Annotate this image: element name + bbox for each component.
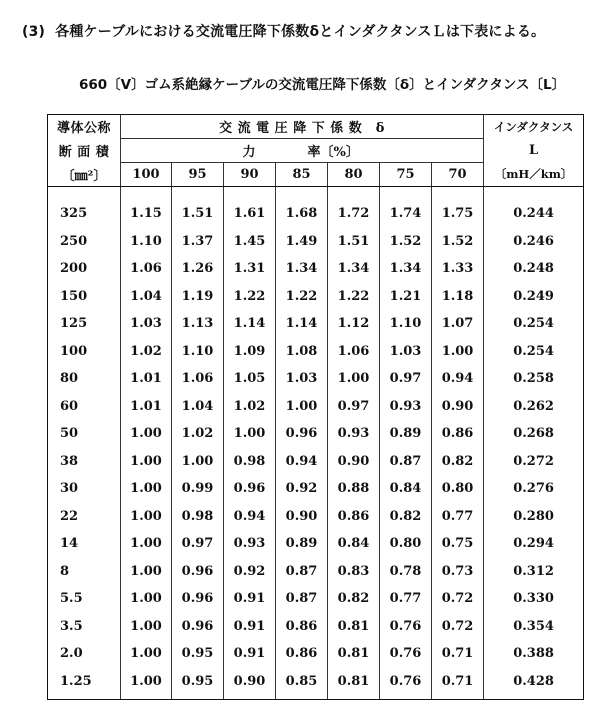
delta-value-cell: 0.92 [224,558,276,586]
header-inductance-symbol: L [484,139,584,163]
table-row [48,255,584,283]
delta-value-cell: 1.00 [121,613,172,641]
inductance-value-cell: 0.354 [484,613,584,641]
delta-value-cell: 0.86 [432,420,484,448]
table-row [48,530,584,558]
delta-value-cell: 1.15 [121,200,172,228]
conductor-size-cell: 125 [48,310,121,338]
delta-value-cell: 0.96 [172,613,224,641]
conductor-size-cell: 1.25 [48,668,121,700]
delta-value-cell: 1.31 [224,255,276,283]
delta-value-cell: 0.87 [276,558,328,586]
table-row [48,640,584,668]
pf-header: 80 [328,163,380,187]
intro-text [22,21,545,41]
delta-value-cell: 1.52 [432,228,484,256]
table-row [48,393,584,421]
delta-value-cell: 0.82 [380,503,432,531]
inductance-value-cell: 0.268 [484,420,584,448]
header-pf-2: 率〔%〕 [276,139,484,163]
delta-value-cell: 0.90 [224,668,276,700]
inductance-value-cell: 0.294 [484,530,584,558]
delta-value-cell: 0.92 [276,475,328,503]
inductance-value-cell: 0.246 [484,228,584,256]
inductance-value-cell: 0.280 [484,503,584,531]
pf-header: 90 [224,163,276,187]
delta-value-cell: 1.00 [121,640,172,668]
delta-value-cell: 0.85 [276,668,328,700]
delta-value-cell: 1.02 [121,338,172,366]
conductor-size-cell: 200 [48,255,121,283]
delta-value-cell: 1.08 [276,338,328,366]
inductance-value-cell: 0.272 [484,448,584,476]
conductor-size-cell: 38 [48,448,121,476]
delta-value-cell: 0.93 [224,530,276,558]
delta-value-cell: 1.02 [172,420,224,448]
delta-value-cell: 1.22 [276,283,328,311]
delta-value-cell: 0.71 [432,640,484,668]
delta-value-cell: 1.10 [380,310,432,338]
inductance-value-cell: 0.330 [484,585,584,613]
table-row [48,310,584,338]
delta-value-cell: 0.72 [432,585,484,613]
delta-value-cell: 0.90 [432,393,484,421]
delta-value-cell: 1.37 [172,228,224,256]
conductor-size-cell: 2.0 [48,640,121,668]
intro-sentence: 各種ケーブルにおける交流電圧降下係数δとインダクタンスＬは下表による。 [55,24,546,40]
delta-value-cell: 1.34 [380,255,432,283]
delta-value-cell: 0.78 [380,558,432,586]
delta-value-cell: 1.51 [328,228,380,256]
delta-value-cell: 1.13 [172,310,224,338]
delta-value-cell: 0.77 [432,503,484,531]
inductance-value-cell: 0.249 [484,283,584,311]
delta-value-cell: 1.19 [172,283,224,311]
inductance-value-cell: 0.244 [484,200,584,228]
delta-value-cell: 1.06 [121,255,172,283]
inductance-value-cell: 0.248 [484,255,584,283]
pf-header: 70 [432,163,484,187]
delta-value-cell: 0.73 [432,558,484,586]
delta-value-cell: 1.01 [121,393,172,421]
delta-value-cell: 1.75 [432,200,484,228]
pf-header: 100 [121,163,172,187]
delta-value-cell: 0.76 [380,640,432,668]
delta-value-cell: 0.87 [276,585,328,613]
delta-value-cell: 0.98 [172,503,224,531]
delta-value-cell: 1.14 [276,310,328,338]
delta-value-cell: 1.04 [121,283,172,311]
delta-value-cell: 0.81 [328,613,380,641]
delta-value-cell: 1.00 [172,448,224,476]
table-row [48,585,584,613]
delta-value-cell: 0.86 [276,640,328,668]
delta-value-cell: 1.74 [380,200,432,228]
inductance-value-cell: 0.312 [484,558,584,586]
inductance-value-cell: 0.388 [484,640,584,668]
delta-value-cell: 0.96 [276,420,328,448]
header-delta-title: 交 流 電 圧 降 下 係 数 δ [121,115,484,139]
delta-value-cell: 0.91 [224,613,276,641]
table-row [48,228,584,256]
delta-value-cell: 1.33 [432,255,484,283]
table-row [48,200,584,228]
delta-value-cell: 0.75 [432,530,484,558]
delta-value-cell: 0.98 [224,448,276,476]
delta-value-cell: 0.94 [432,365,484,393]
table-row [48,613,584,641]
header-inductance-unit: 〔mH／km〕 [484,163,584,187]
delta-value-cell: 1.49 [276,228,328,256]
delta-value-cell: 0.81 [328,640,380,668]
conductor-size-cell: 3.5 [48,613,121,641]
delta-value-cell: 0.72 [432,613,484,641]
delta-value-cell: 0.96 [172,585,224,613]
delta-value-cell: 1.01 [121,365,172,393]
delta-value-cell: 1.07 [432,310,484,338]
delta-value-cell: 1.51 [172,200,224,228]
delta-value-cell: 0.95 [172,668,224,700]
conductor-size-cell: 325 [48,200,121,228]
delta-value-cell: 1.22 [224,283,276,311]
delta-value-cell: 1.22 [328,283,380,311]
conductor-size-cell: 80 [48,365,121,393]
delta-value-cell: 0.82 [328,585,380,613]
conductor-size-cell: 150 [48,283,121,311]
delta-value-cell: 1.26 [172,255,224,283]
delta-value-cell: 0.97 [328,393,380,421]
header-conductor-2: 断 面 積 [48,139,121,163]
delta-value-cell: 1.03 [380,338,432,366]
delta-value-cell: 0.93 [380,393,432,421]
delta-value-cell: 1.06 [172,365,224,393]
delta-value-cell: 0.80 [380,530,432,558]
table-row [48,475,584,503]
delta-value-cell: 0.91 [224,640,276,668]
delta-value-cell: 1.00 [121,503,172,531]
section-number: (3) [22,24,46,40]
delta-value-cell: 1.14 [224,310,276,338]
delta-value-cell: 1.45 [224,228,276,256]
delta-value-cell: 1.61 [224,200,276,228]
conductor-size-cell: 14 [48,530,121,558]
delta-value-cell: 1.12 [328,310,380,338]
delta-value-cell: 1.68 [276,200,328,228]
delta-value-cell: 1.03 [276,365,328,393]
delta-value-cell: 0.90 [276,503,328,531]
delta-value-cell: 1.00 [328,365,380,393]
pf-header: 75 [380,163,432,187]
delta-value-cell: 1.04 [172,393,224,421]
delta-value-cell: 1.06 [328,338,380,366]
delta-value-cell: 0.87 [380,448,432,476]
table-row [48,503,584,531]
header-pf-1: 力 [121,139,276,163]
delta-value-cell: 0.71 [432,668,484,700]
table-row [48,558,584,586]
delta-value-cell: 1.00 [121,420,172,448]
delta-value-cell: 1.10 [172,338,224,366]
delta-value-cell: 0.96 [172,558,224,586]
conductor-size-cell: 60 [48,393,121,421]
table-row [48,338,584,366]
delta-value-cell: 1.00 [121,585,172,613]
delta-value-cell: 1.21 [380,283,432,311]
header-conductor-1: 導体公称 [48,115,121,139]
delta-value-cell: 1.00 [121,475,172,503]
pf-header: 95 [172,163,224,187]
delta-value-cell: 0.88 [328,475,380,503]
inductance-value-cell: 0.254 [484,310,584,338]
delta-value-cell: 0.95 [172,640,224,668]
inductance-value-cell: 0.276 [484,475,584,503]
delta-value-cell: 0.89 [380,420,432,448]
delta-value-cell: 0.83 [328,558,380,586]
inductance-value-cell: 0.254 [484,338,584,366]
conductor-size-cell: 30 [48,475,121,503]
conductor-size-cell: 5.5 [48,585,121,613]
conductor-size-cell: 50 [48,420,121,448]
delta-value-cell: 1.00 [121,668,172,700]
delta-value-cell: 1.18 [432,283,484,311]
delta-value-cell: 1.03 [121,310,172,338]
delta-value-cell: 1.10 [121,228,172,256]
delta-value-cell: 1.00 [121,530,172,558]
conductor-size-cell: 8 [48,558,121,586]
delta-value-cell: 0.94 [276,448,328,476]
delta-value-cell: 1.00 [276,393,328,421]
table-row [48,283,584,311]
pf-header: 85 [276,163,328,187]
delta-value-cell: 0.97 [380,365,432,393]
delta-value-cell: 0.84 [328,530,380,558]
delta-value-cell: 0.76 [380,668,432,700]
voltage-drop-table [47,114,584,700]
table-row [48,420,584,448]
delta-value-cell: 1.00 [432,338,484,366]
conductor-size-cell: 250 [48,228,121,256]
delta-value-cell: 0.81 [328,668,380,700]
conductor-size-cell: 22 [48,503,121,531]
delta-value-cell: 1.52 [380,228,432,256]
delta-value-cell: 1.00 [224,420,276,448]
inductance-value-cell: 0.428 [484,668,584,700]
delta-value-cell: 0.82 [432,448,484,476]
delta-value-cell: 0.91 [224,585,276,613]
table-row [48,448,584,476]
delta-value-cell: 0.99 [172,475,224,503]
delta-value-cell: 0.80 [432,475,484,503]
delta-value-cell: 0.76 [380,613,432,641]
delta-value-cell: 0.89 [276,530,328,558]
delta-value-cell: 1.00 [121,558,172,586]
delta-value-cell: 1.34 [328,255,380,283]
table-row [48,668,584,700]
delta-value-cell: 1.00 [121,448,172,476]
delta-value-cell: 1.02 [224,393,276,421]
delta-value-cell: 0.86 [276,613,328,641]
delta-value-cell: 0.77 [380,585,432,613]
inductance-value-cell: 0.258 [484,365,584,393]
header-conductor-unit: 〔㎜²〕 [48,163,121,187]
table-row [48,365,584,393]
delta-value-cell: 0.94 [224,503,276,531]
delta-value-cell: 0.84 [380,475,432,503]
table-caption: 660〔V〕ゴム系絶縁ケーブルの交流電圧降下係数〔δ〕とインダクタンス〔L〕 [79,77,566,93]
header-inductance: インダクタンス [484,115,584,139]
inductance-value-cell: 0.262 [484,393,584,421]
delta-value-cell: 0.96 [224,475,276,503]
delta-value-cell: 0.93 [328,420,380,448]
delta-value-cell: 1.34 [276,255,328,283]
delta-value-cell: 0.86 [328,503,380,531]
delta-value-cell: 1.09 [224,338,276,366]
delta-value-cell: 1.05 [224,365,276,393]
conductor-size-cell: 100 [48,338,121,366]
delta-value-cell: 1.72 [328,200,380,228]
delta-value-cell: 0.90 [328,448,380,476]
delta-value-cell: 0.97 [172,530,224,558]
